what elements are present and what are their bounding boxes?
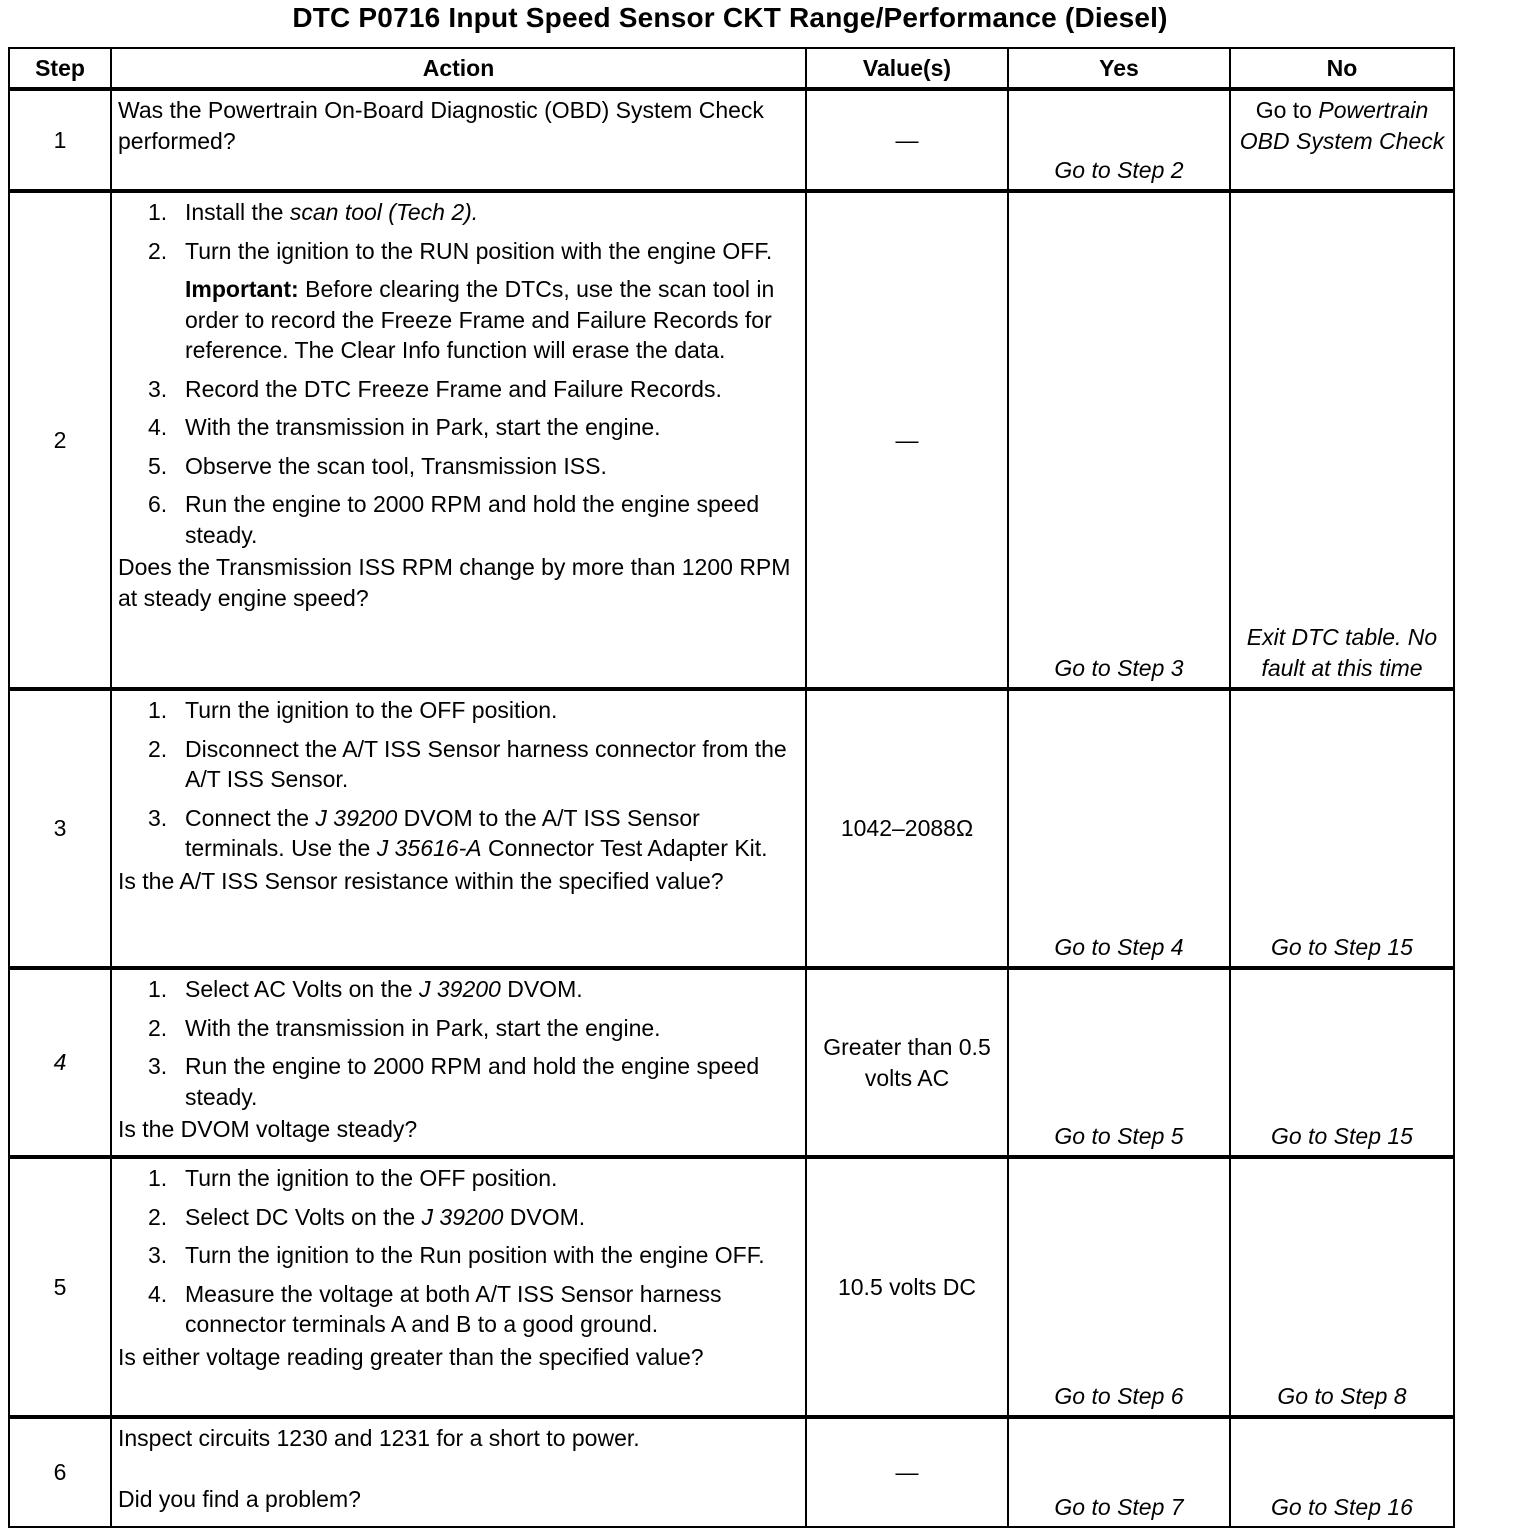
- table-header-row: [9, 48, 1454, 89]
- yes-cell: Go to Step 6: [1008, 1157, 1230, 1417]
- list-item: 5. Observe the scan tool, Transmission ISS.: [148, 452, 607, 479]
- action-cell: [111, 1157, 806, 1417]
- question-text: Was the Powertrain On-Board Diagnostic (OBD) System Check performed?: [118, 97, 764, 154]
- header-yes: Yes: [1008, 48, 1230, 89]
- step-number: 4: [9, 968, 111, 1157]
- value-text: 1042–2088Ω: [840, 815, 974, 842]
- action-cell: [111, 689, 806, 968]
- list-item: 4. With the transmission in Park, start the engine.: [148, 414, 661, 440]
- value-text: Greater than 0.5 volts AC: [823, 1034, 991, 1091]
- value-cell: [806, 1157, 1008, 1417]
- action-text: Inspect circuits 1230 and 1231 for a short to power.: [118, 1425, 640, 1451]
- header-action: Action: [111, 48, 806, 89]
- yes-cell: Go to Step 4: [1008, 689, 1230, 968]
- table-row-step-3: [9, 689, 1454, 968]
- table-row-step-5: [9, 1157, 1454, 1417]
- value-cell: [806, 89, 1008, 191]
- table-row-step-1: [9, 89, 1454, 191]
- list-item: 1. Turn the ignition to the OFF position.: [148, 697, 558, 723]
- list-item: 3. Connect the J 39200 DVOM to the A/T ISS Sensor terminals. Use the J 35616-A Connector Test Adapter Kit.: [148, 804, 768, 861]
- action-cell: [111, 968, 806, 1157]
- value-cell: [806, 968, 1008, 1157]
- list-item: 3. Record the DTC Freeze Frame and Failure Records.: [148, 375, 722, 402]
- list-item: 1. Turn the ignition to the OFF position.: [148, 1165, 558, 1191]
- action-cell: [111, 89, 806, 191]
- list-item: 2. Disconnect the A/T ISS Sensor harness connector from the A/T ISS Sensor.: [148, 735, 787, 792]
- table-row-step-2: [9, 191, 1454, 689]
- question-text: Is the A/T ISS Sensor resistance within the specified value?: [118, 867, 724, 894]
- page-title: DTC P0716 Input Speed Sensor CKT Range/Performance (Diesel): [292, 2, 1168, 33]
- list-item: 2. Select DC Volts on the J 39200 DVOM.: [148, 1203, 586, 1230]
- action-cell: [111, 1417, 806, 1527]
- no-cell: Go to Step 16: [1230, 1417, 1454, 1527]
- question-text: Does the Transmission ISS RPM change by more than 1200 RPM at steady engine speed?: [118, 554, 791, 611]
- step-number: 1: [9, 89, 111, 191]
- yes-cell: Go to Step 3: [1008, 191, 1230, 689]
- header-step: Step: [9, 48, 111, 89]
- list-item: 2. With the transmission in Park, start the engine.: [148, 1014, 661, 1041]
- yes-cell: Go to Step 2: [1008, 89, 1230, 191]
- table-row-step-4: [9, 968, 1454, 1157]
- value-text: 10.5 volts DC: [837, 1273, 977, 1300]
- value-cell: [806, 1417, 1008, 1527]
- no-link: Powertrain OBD System Check: [1239, 97, 1445, 154]
- no-cell: [1230, 89, 1454, 191]
- question-text: Is the DVOM voltage steady?: [118, 1116, 418, 1142]
- table-row-step-6: [9, 1417, 1454, 1527]
- list-item: 1. Install the scan tool (Tech 2).: [148, 199, 479, 225]
- value-text: —: [895, 426, 919, 453]
- header-values: Value(s): [806, 48, 1008, 89]
- value-text: —: [895, 1459, 919, 1486]
- no-prefix: Go to: [1255, 97, 1312, 123]
- question-text: Did you find a problem?: [118, 1485, 361, 1512]
- list-item: 3. Turn the ignition to the Run position with the engine OFF.: [148, 1242, 765, 1268]
- no-cell: Exit DTC table. No fault at this time: [1230, 191, 1454, 689]
- value-cell: [806, 191, 1008, 689]
- list-item: 1. Select AC Volts on the J 39200 DVOM.: [148, 976, 583, 1002]
- value-cell: [806, 689, 1008, 968]
- list-item: 3. Run the engine to 2000 RPM and hold the engine speed steady.: [148, 1053, 760, 1110]
- question-text: Is either voltage reading greater than the specified value?: [118, 1343, 704, 1370]
- step-number: 5: [9, 1157, 111, 1417]
- value-text: —: [895, 126, 919, 153]
- dtc-table: [8, 47, 1455, 1528]
- important-note: Important: Before clearing the DTCs, use the scan tool in order to record the Freeze Frame and Failure Records for reference. The Clear Info function will erase the data.: [185, 276, 775, 363]
- step-number: 6: [9, 1417, 111, 1527]
- yes-cell: Go to Step 5: [1008, 968, 1230, 1157]
- no-cell: Go to Step 15: [1230, 968, 1454, 1157]
- no-cell: Go to Step 8: [1230, 1157, 1454, 1417]
- yes-cell: Go to Step 7: [1008, 1417, 1230, 1527]
- header-no: No: [1230, 48, 1454, 89]
- list-item: 6. Run the engine to 2000 RPM and hold the engine speed steady.: [148, 491, 760, 548]
- no-cell: Go to Step 15: [1230, 689, 1454, 968]
- step-number: 3: [9, 689, 111, 968]
- list-item: 4. Measure the voltage at both A/T ISS Sensor harness connector terminals A and B to a good ground.: [148, 1280, 722, 1337]
- list-item: 2. Turn the ignition to the RUN position with the engine OFF.: [148, 237, 773, 264]
- step-number: 2: [9, 191, 111, 689]
- action-cell: [111, 191, 806, 689]
